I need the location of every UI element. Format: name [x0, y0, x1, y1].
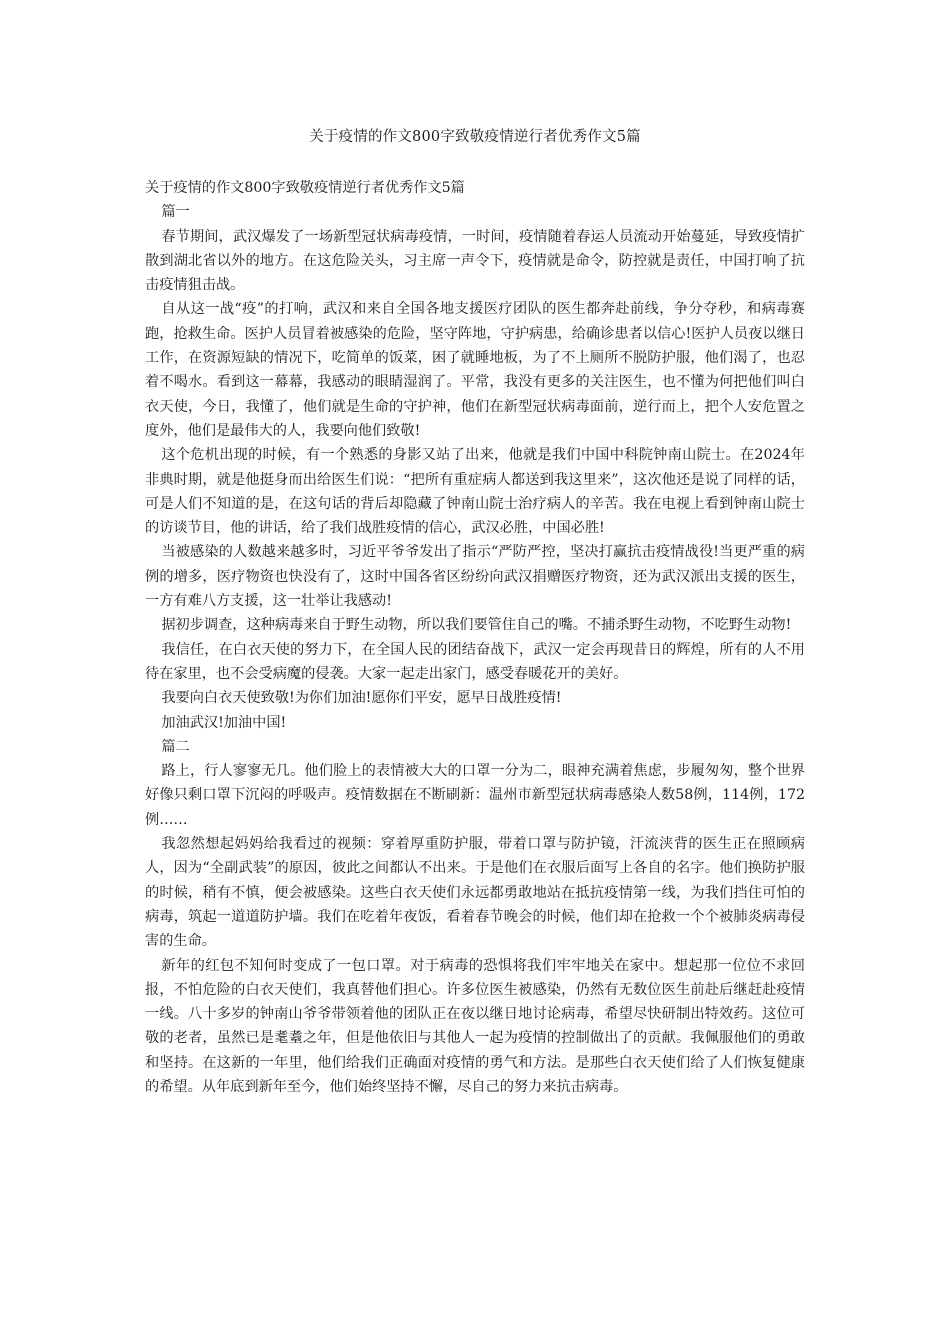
paragraph: 据初步调查，这种病毒来自于野生动物，所以我们要管住自己的嘴。不捕杀野生动物，不吃野生动物! [161, 617, 792, 634]
paragraph: 路上，行人寥寥无几。他们脸上的表情被大大的口罩一分为二，眼神充满着焦虑，步履匆匆，整个世界好像只剩口罩下沉闷的呼吸声。疫情数据在不断刷新：温州市新型冠状病毒感染人数58例，114例，172例…… [145, 763, 805, 828]
document-title: 关于疫情的作文800字致敬疫情逆行者优秀作文5篇 [309, 129, 641, 145]
paragraph: 我信任，在白衣天使的努力下，在全国人民的团结奋战下，武汉一定会再现昔日的辉煌，所有的人不用待在家里，也不会受病魔的侵袭。大家一起走出家门，感受春暖花开的美好。 [145, 641, 805, 682]
paragraph: 当被感染的人数越来越多时，习近平爷爷发出了指示“严防严控，坚决打赢抗击疫情战役!当更严重的病例的增多，医疗物资也快没有了，这时中国各省区纷纷向武汉捐赠医疗物资，还为武汉派出支援的医生，一方有难八方支援，这一壮举让我感动! [145, 544, 805, 610]
paragraph: 我忽然想起妈妈给我看过的视频：穿着厚重防护服，带着口罩与防护镜，汗流浃背的医生正在照顾病人，因为“全副武装”的原因，彼此之间都认不出来。于是他们在衣服后面写上各自的名字。他们换防护服的时候，稍有不慎，便会被感染。这些白衣天使们永远都勇敢地站在抵抗疫情第一线，为我们挡住可怕的病毒，筑起一道道防护墙。我们在吃着年夜饭，看着春节晚会的时候，他们却在抢救一个个被肺炎病毒侵害的生命。 [145, 836, 805, 950]
section-heading: 篇一 [161, 204, 190, 221]
section-heading: 篇二 [161, 738, 190, 755]
paragraph: 我要向白衣天使致敬!为你们加油!愿你们平安，愿早日战胜疫情! [161, 690, 562, 707]
paragraph: 自从这一战“疫”的打响，武汉和来自全国各地支援医疗团队的医生都奔赴前线，争分夺秒，和病毒赛跑，抢救生命。医护人员冒着被感染的危险，坚守阵地，守护病患，给确诊患者以信心!医护人员夜以继日工作，在资源短缺的情况下，吃简单的饭菜，困了就睡地板，为了不上厕所不脱防护服，他们渴了，也忍着不喝水。看到这一幕幕，我感动的眼睛湿润了。平常，我没有更多的关注医生，也不懂为何把他们叫白衣天使，今日，我懂了，他们就是生命的守护神，他们在新型冠状病毒面前，逆行而上，把个人安危置之度外，他们是最伟大的人，我要向他们致敬! [145, 301, 805, 439]
paragraph: 这个危机出现的时候，有一个熟悉的身影又站了出来，他就是我们中国中科院钟南山院士。在2024年非典时期，就是他挺身而出给医生们说：“把所有重症病人都送到我这里来”，这次他还是说了同样的话，可是人们不知道的是，在这句话的背后却隐藏了钟南山院士治疗病人的辛苦。我在电视上看到钟南山院士的访谈节目，他的讲话，给了我们战胜疫情的信心，武汉必胜，中国必胜! [145, 447, 805, 537]
paragraph: 春节期间，武汉爆发了一场新型冠状病毒疫情，一时间，疫情随着春运人员流动开始蔓延，导致疫情扩散到湖北省以外的地方。在这危险关头，习主席一声令下，疫情就是命令，防控就是责任，中国打响了抗击疫情狙击战。 [145, 228, 805, 294]
paragraph: 新年的红包不知何时变成了一包口罩。对于病毒的恐惧将我们牢牢地关在家中。想起那一位位不求回报，不怕危险的白衣天使们，我真替他们担心。许多位医生被感染，仍然有无数位医生前赴后继赶赴疫情一线。八十多岁的钟南山爷爷带领着他的团队正在夜以继日地讨论病毒，希望尽快研制出特效药。这位可敬的老者，虽然已是耄耋之年，但是他依旧与其他人一起为疫情的控制做出了的贡献。我佩服他们的勇敢和坚持。在这新的一年里，他们给我们正确面对疫情的勇气和方法。是那些白衣天使们给了人们恢复健康的希望。从年底到新年至今，他们始终坚持不懈，尽自己的努力来抗击病毒。 [145, 957, 805, 1095]
paragraph: 加油武汉!加油中国! [161, 714, 287, 731]
document-subtitle: 关于疫情的作文800字致敬疫情逆行者优秀作文5篇 [145, 180, 465, 196]
document-body [145, 176, 805, 1099]
